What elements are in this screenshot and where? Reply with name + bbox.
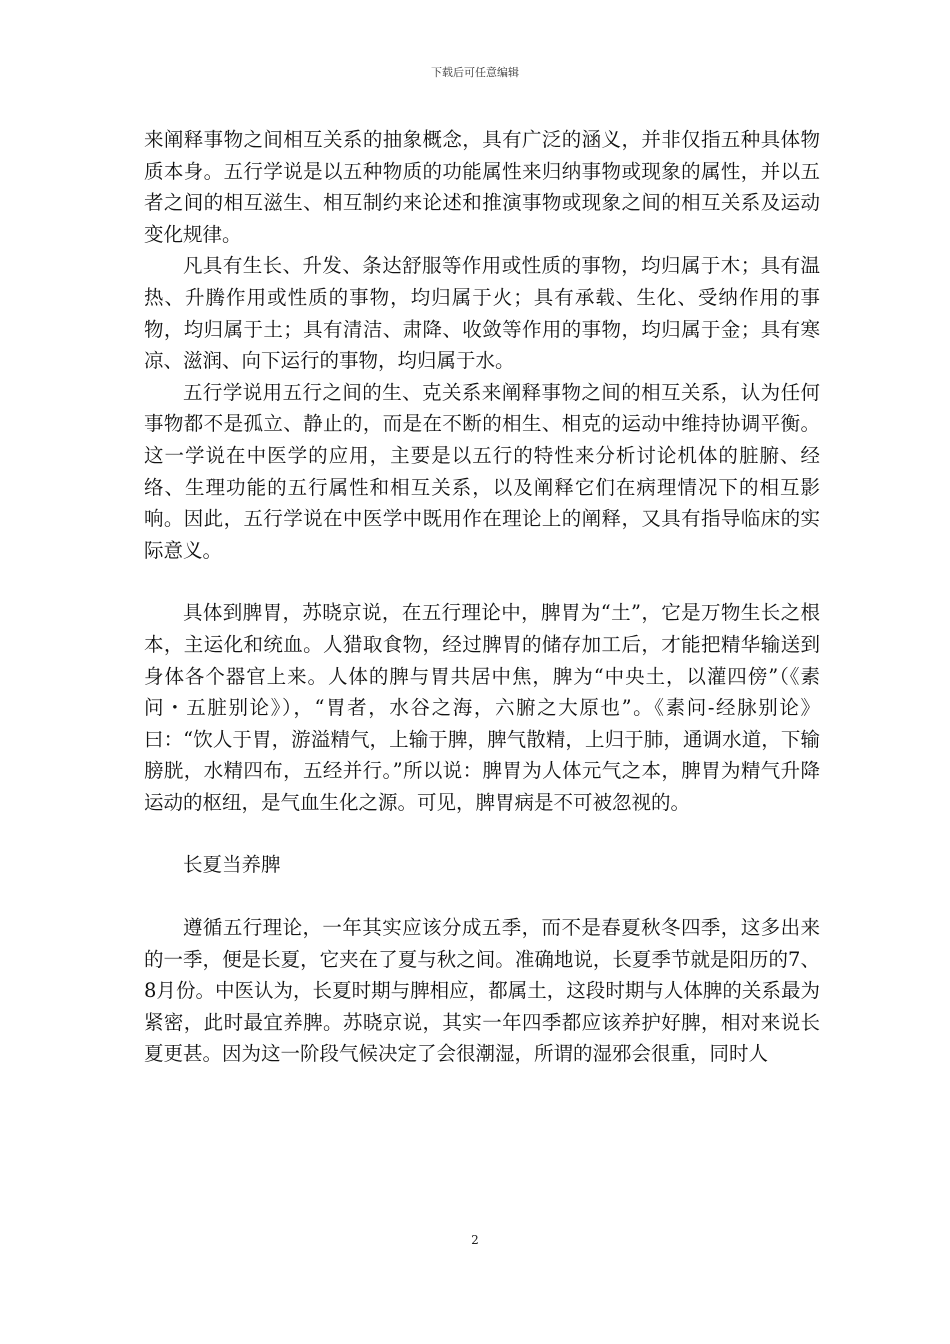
paragraph-five-elements-relations: 五行学说用五行之间的生、克关系来阐释事物之间的相互关系，认为任何事物都不是孤立、静止的，而是在不断的相生、相克的运动中维持协调平衡。这一学说在中医学的应用，主要是以五行的特性来分析讨论机体的脏腑、经络、生理功能的五行属性和相互关系，以及阐释它们在病理情况下的相互影响。因此，五行学说在中医学中既用作在理论上的阐释，又具有指导临床的实际意义。: [144, 380, 820, 562]
page-header: 下载后可任意编辑: [431, 66, 519, 79]
section-heading: 长夏当养脾: [183, 853, 281, 877]
paragraph-continued: 来阐释事物之间相互关系的抽象概念，具有广泛的涵义，并非仅指五种具体物质本身。五行学说是以五种物质的功能属性来归纳事物或现象的属性，并以五者之间的相互滋生、相互制约来论述和推演事物或现象之间的相互关系及运动变化规律。: [144, 128, 820, 246]
page-number: 2: [471, 1233, 479, 1247]
paragraph-long-summer: 遵循五行理论，一年其实应该分成五季，而不是春夏秋冬四季，这多出来的一季，便是长夏，它夹在了夏与秋之间。准确地说，长夏季节就是阳历的7、8月份。中医认为，长夏时期与脾相应，都属土，这段时期与人体脾的关系最为紧密，此时最宜养脾。苏晓京说，其实一年四季都应该养护好脾，相对来说长夏更甚。因为这一阶段气候决定了会很潮湿，所谓的湿邪会很重，同时人: [144, 916, 820, 1066]
document-body: [144, 124, 820, 1070]
paragraph-five-elements-attributes: 凡具有生长、升发、条达舒服等作用或性质的事物，均归属于木；具有温热、升腾作用或性质的事物，均归属于火；具有承载、生化、受纳作用的事物，均归属于土；具有清洁、肃降、收敛等作用的事物，均归属于金；具有寒凉、滋润、向下运行的事物，均归属于水。: [144, 254, 820, 373]
paragraph-spleen-stomach: 具体到脾胃，苏晓京说，在五行理论中，脾胃为“土”，它是万物生长之根本，主运化和统血。人猎取食物，经过脾胃的储存加工后，才能把精华输送到身体各个器官上来。人体的脾与胃共居中焦，脾为“中央土，以灌四傍”（《素问・五脏别论》），“胃者，水谷之海，六腑之大原也”。《素问-经脉别论》曰：“饮人于胃，游溢精气，上输于脾，脾气散精，上归于肺，通调水道，下输膀胱，水精四布，五经并行。”所以说：脾胃为人体元气之本，脾胃为精气升降运动的枢纽，是气血生化之源。可见，脾胃病是不可被忽视的。: [144, 601, 820, 814]
